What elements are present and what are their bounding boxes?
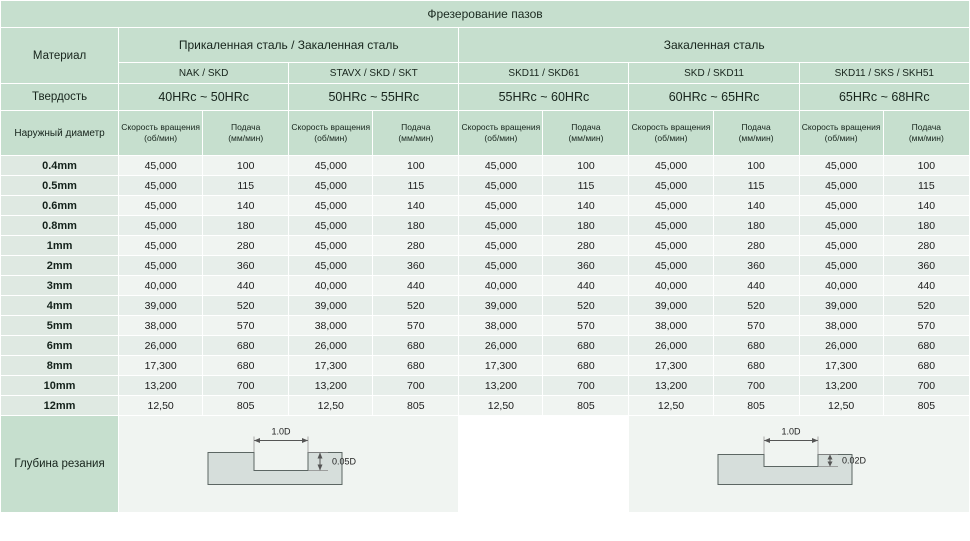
cell-speed: 45,000 [119, 216, 203, 236]
cell-feed: 180 [373, 216, 459, 236]
cell-feed: 360 [373, 256, 459, 276]
slot-right-width-label: 1.0D [781, 426, 801, 437]
row-diameter: 6mm [1, 336, 119, 356]
col-header-feed-5 [883, 111, 969, 156]
grade-col-5: SKD11 / SKS / SKH51 [799, 63, 969, 84]
cell-feed: 700 [373, 376, 459, 396]
cell-feed: 115 [543, 176, 629, 196]
cell-feed: 680 [373, 356, 459, 376]
cell-speed: 45,000 [629, 196, 713, 216]
col-header-speed-5-unit: (об/мин) [824, 133, 858, 143]
cell-speed: 17,300 [119, 356, 203, 376]
cell-speed: 38,000 [289, 316, 373, 336]
material-group-1: Прикаленная сталь / Закаленная сталь [119, 28, 459, 63]
slot-diagram-left-svg [196, 423, 382, 503]
column-header-row [1, 111, 970, 156]
cell-feed: 520 [713, 296, 799, 316]
table-row [1, 396, 970, 416]
row-diameter: 10mm [1, 376, 119, 396]
cell-feed: 680 [883, 336, 969, 356]
hardness-col-4: 60HRc ~ 65HRc [629, 84, 799, 111]
cell-speed: 17,300 [629, 356, 713, 376]
cell-feed: 115 [713, 176, 799, 196]
col-header-feed-4 [713, 111, 799, 156]
cell-feed: 180 [713, 216, 799, 236]
col-header-speed-2-unit: (об/мин) [314, 133, 348, 143]
cell-feed: 280 [543, 236, 629, 256]
cell-feed: 805 [883, 396, 969, 416]
cell-feed: 360 [883, 256, 969, 276]
col-header-feed-1-text: Подача [231, 122, 261, 133]
cell-speed: 26,000 [289, 336, 373, 356]
slot-figure-right [706, 423, 892, 506]
table-body [1, 156, 970, 416]
hardness-col-5: 65HRc ~ 68HRc [799, 84, 969, 111]
cell-feed: 360 [203, 256, 289, 276]
col-header-speed-4 [629, 111, 713, 156]
table-row [1, 316, 970, 336]
cell-feed: 100 [883, 156, 969, 176]
cell-speed: 38,000 [799, 316, 883, 336]
cell-speed: 13,200 [799, 376, 883, 396]
cell-speed: 45,000 [799, 176, 883, 196]
cell-feed: 680 [543, 356, 629, 376]
row-diameter: 2mm [1, 256, 119, 276]
row-diameter: 8mm [1, 356, 119, 376]
row-diameter: 0.6mm [1, 196, 119, 216]
cell-speed: 45,000 [289, 156, 373, 176]
cell-speed: 39,000 [799, 296, 883, 316]
row-diameter: 0.8mm [1, 216, 119, 236]
row-header-hardness: Твердость [1, 84, 119, 111]
cell-speed: 13,200 [629, 376, 713, 396]
col-header-speed-1-text: Скорость вращения [121, 122, 200, 133]
cell-speed: 45,000 [799, 196, 883, 216]
table-title-row [1, 1, 970, 28]
cell-speed: 45,000 [629, 236, 713, 256]
cell-speed: 40,000 [119, 276, 203, 296]
row-diameter: 12mm [1, 396, 119, 416]
cell-speed: 45,000 [459, 256, 543, 276]
cell-speed: 13,200 [289, 376, 373, 396]
cell-feed: 440 [713, 276, 799, 296]
col-header-speed-1-unit: (об/мин) [144, 133, 178, 143]
cell-speed: 45,000 [289, 216, 373, 236]
cell-feed: 680 [713, 356, 799, 376]
table-row [1, 156, 970, 176]
cell-feed: 570 [883, 316, 969, 336]
hardness-row [1, 84, 970, 111]
cell-feed: 440 [883, 276, 969, 296]
cell-feed: 280 [883, 236, 969, 256]
cell-speed: 45,000 [119, 256, 203, 276]
cell-speed: 17,300 [799, 356, 883, 376]
cell-speed: 45,000 [799, 256, 883, 276]
table-row [1, 356, 970, 376]
depth-figure-left-cell [119, 416, 459, 513]
col-header-speed-4-text: Скорость вращения [631, 122, 711, 133]
cell-speed: 26,000 [459, 336, 543, 356]
col-header-speed-3 [459, 111, 543, 156]
col-header-feed-5-unit: (мм/мин) [908, 133, 944, 143]
cell-speed: 40,000 [459, 276, 543, 296]
cell-feed: 700 [713, 376, 799, 396]
cell-speed: 40,000 [629, 276, 713, 296]
table-row [1, 376, 970, 396]
table-row [1, 276, 970, 296]
cell-speed: 45,000 [119, 196, 203, 216]
cell-speed: 12,50 [459, 396, 543, 416]
cell-feed: 360 [543, 256, 629, 276]
cell-feed: 140 [713, 196, 799, 216]
slot-left-depth-label: 0.05D [331, 456, 356, 467]
grade-col-2: STAVX / SKD / SKT [289, 63, 459, 84]
cell-feed: 680 [373, 336, 459, 356]
row-diameter: 1mm [1, 236, 119, 256]
cell-speed: 45,000 [799, 156, 883, 176]
cell-speed: 12,50 [629, 396, 713, 416]
cell-feed: 805 [543, 396, 629, 416]
row-diameter: 0.5mm [1, 176, 119, 196]
cell-speed: 45,000 [289, 196, 373, 216]
cell-feed: 360 [713, 256, 799, 276]
col-header-feed-3 [543, 111, 629, 156]
cell-feed: 805 [373, 396, 459, 416]
cell-speed: 45,000 [289, 256, 373, 276]
cell-feed: 100 [713, 156, 799, 176]
cell-feed: 680 [883, 356, 969, 376]
col-header-feed-2-text: Подача [401, 122, 431, 133]
col-header-feed-3-unit: (мм/мин) [568, 133, 604, 143]
cell-speed: 12,50 [119, 396, 203, 416]
col-header-feed-3-text: Подача [571, 122, 601, 133]
col-header-speed-5 [799, 111, 883, 156]
cell-feed: 570 [203, 316, 289, 336]
slot-left-width-label: 1.0D [271, 426, 291, 437]
cell-feed: 280 [373, 236, 459, 256]
cell-speed: 12,50 [289, 396, 373, 416]
col-header-speed-1 [119, 111, 203, 156]
cell-feed: 520 [543, 296, 629, 316]
col-header-speed-5-text: Скорость вращения [801, 122, 881, 133]
cell-speed: 45,000 [629, 176, 713, 196]
cell-speed: 12,50 [799, 396, 883, 416]
col-header-feed-5-text: Подача [911, 122, 941, 133]
cell-speed: 45,000 [459, 196, 543, 216]
hardness-col-1: 40HRc ~ 50HRc [119, 84, 289, 111]
slot-diagram-right-svg [706, 423, 892, 503]
cell-feed: 680 [203, 336, 289, 356]
cell-speed: 45,000 [799, 216, 883, 236]
grade-col-1: NAK / SKD [119, 63, 289, 84]
cell-speed: 40,000 [289, 276, 373, 296]
cell-feed: 680 [203, 356, 289, 376]
depth-figure-right-cell [629, 416, 970, 513]
cell-speed: 45,000 [629, 156, 713, 176]
cell-feed: 280 [713, 236, 799, 256]
cell-speed: 38,000 [629, 316, 713, 336]
col-header-feed-4-unit: (мм/мин) [738, 133, 774, 143]
cell-speed: 26,000 [799, 336, 883, 356]
row-diameter: 4mm [1, 296, 119, 316]
row-diameter: 3mm [1, 276, 119, 296]
row-header-outer-diameter: Наружный диаметр [1, 111, 119, 156]
col-header-speed-2-text: Скорость вращения [291, 122, 371, 133]
col-header-speed-4-unit: (об/мин) [654, 133, 688, 143]
cell-feed: 805 [713, 396, 799, 416]
col-header-speed-2 [289, 111, 373, 156]
cell-feed: 180 [203, 216, 289, 236]
cell-speed: 17,300 [289, 356, 373, 376]
cell-feed: 440 [373, 276, 459, 296]
cell-speed: 26,000 [119, 336, 203, 356]
row-diameter: 5mm [1, 316, 119, 336]
cell-feed: 140 [883, 196, 969, 216]
row-header-material: Материал [1, 28, 119, 84]
grade-col-3: SKD11 / SKD61 [459, 63, 629, 84]
cell-speed: 26,000 [629, 336, 713, 356]
cell-feed: 180 [883, 216, 969, 236]
cell-speed: 45,000 [459, 216, 543, 236]
row-diameter: 0.4mm [1, 156, 119, 176]
cell-speed: 45,000 [459, 176, 543, 196]
grade-col-4: SKD / SKD11 [629, 63, 799, 84]
cell-speed: 45,000 [289, 176, 373, 196]
cell-feed: 100 [373, 156, 459, 176]
cell-feed: 700 [543, 376, 629, 396]
cell-speed: 45,000 [629, 256, 713, 276]
cell-feed: 115 [203, 176, 289, 196]
cell-speed: 13,200 [459, 376, 543, 396]
cell-speed: 39,000 [289, 296, 373, 316]
cell-speed: 39,000 [459, 296, 543, 316]
slot-figure-left [196, 423, 382, 506]
col-header-feed-2 [373, 111, 459, 156]
col-header-feed-1-unit: (мм/мин) [228, 133, 264, 143]
cell-speed: 45,000 [459, 236, 543, 256]
cell-feed: 100 [543, 156, 629, 176]
col-header-speed-3-text: Скорость вращения [461, 122, 541, 133]
col-header-feed-1 [203, 111, 289, 156]
cell-speed: 45,000 [459, 156, 543, 176]
depth-spacer-cell [459, 416, 629, 513]
cell-feed: 570 [543, 316, 629, 336]
depth-row [1, 416, 970, 513]
material-group-2: Закаленная сталь [459, 28, 970, 63]
cell-feed: 700 [203, 376, 289, 396]
table-row [1, 196, 970, 216]
cell-feed: 680 [713, 336, 799, 356]
cell-feed: 440 [203, 276, 289, 296]
cell-feed: 520 [883, 296, 969, 316]
cell-speed: 39,000 [119, 296, 203, 316]
cell-speed: 45,000 [629, 216, 713, 236]
table-row [1, 216, 970, 236]
cell-speed: 40,000 [799, 276, 883, 296]
row-header-cutting-depth: Глубина резания [1, 416, 119, 513]
cell-feed: 140 [543, 196, 629, 216]
material-grade-row [1, 63, 970, 84]
cell-speed: 38,000 [119, 316, 203, 336]
cell-speed: 13,200 [119, 376, 203, 396]
cell-feed: 280 [203, 236, 289, 256]
table-row [1, 236, 970, 256]
cell-feed: 805 [203, 396, 289, 416]
cell-feed: 100 [203, 156, 289, 176]
hardness-col-2: 50HRc ~ 55HRc [289, 84, 459, 111]
table-row [1, 296, 970, 316]
cell-speed: 45,000 [119, 176, 203, 196]
cell-feed: 680 [543, 336, 629, 356]
cell-feed: 520 [203, 296, 289, 316]
cell-speed: 45,000 [119, 156, 203, 176]
cell-speed: 45,000 [799, 236, 883, 256]
cell-feed: 115 [373, 176, 459, 196]
cell-feed: 440 [543, 276, 629, 296]
cell-feed: 180 [543, 216, 629, 236]
cell-feed: 520 [373, 296, 459, 316]
table-row [1, 176, 970, 196]
cell-speed: 17,300 [459, 356, 543, 376]
col-header-speed-3-unit: (об/мин) [484, 133, 518, 143]
col-header-feed-4-text: Подача [741, 122, 771, 133]
cell-feed: 140 [203, 196, 289, 216]
hardness-col-3: 55HRc ~ 60HRc [459, 84, 629, 111]
cell-feed: 570 [373, 316, 459, 336]
slot-right-depth-label: 0.02D [842, 455, 867, 466]
cell-speed: 45,000 [119, 236, 203, 256]
cell-speed: 45,000 [289, 236, 373, 256]
page-title: Фрезерование пазов [1, 1, 970, 28]
cell-feed: 700 [883, 376, 969, 396]
cell-speed: 38,000 [459, 316, 543, 336]
material-group-row [1, 28, 970, 63]
col-header-feed-2-unit: (мм/мин) [398, 133, 434, 143]
table-row [1, 256, 970, 276]
cell-feed: 115 [883, 176, 969, 196]
cell-speed: 39,000 [629, 296, 713, 316]
cell-feed: 140 [373, 196, 459, 216]
table-row [1, 336, 970, 356]
cell-feed: 570 [713, 316, 799, 336]
